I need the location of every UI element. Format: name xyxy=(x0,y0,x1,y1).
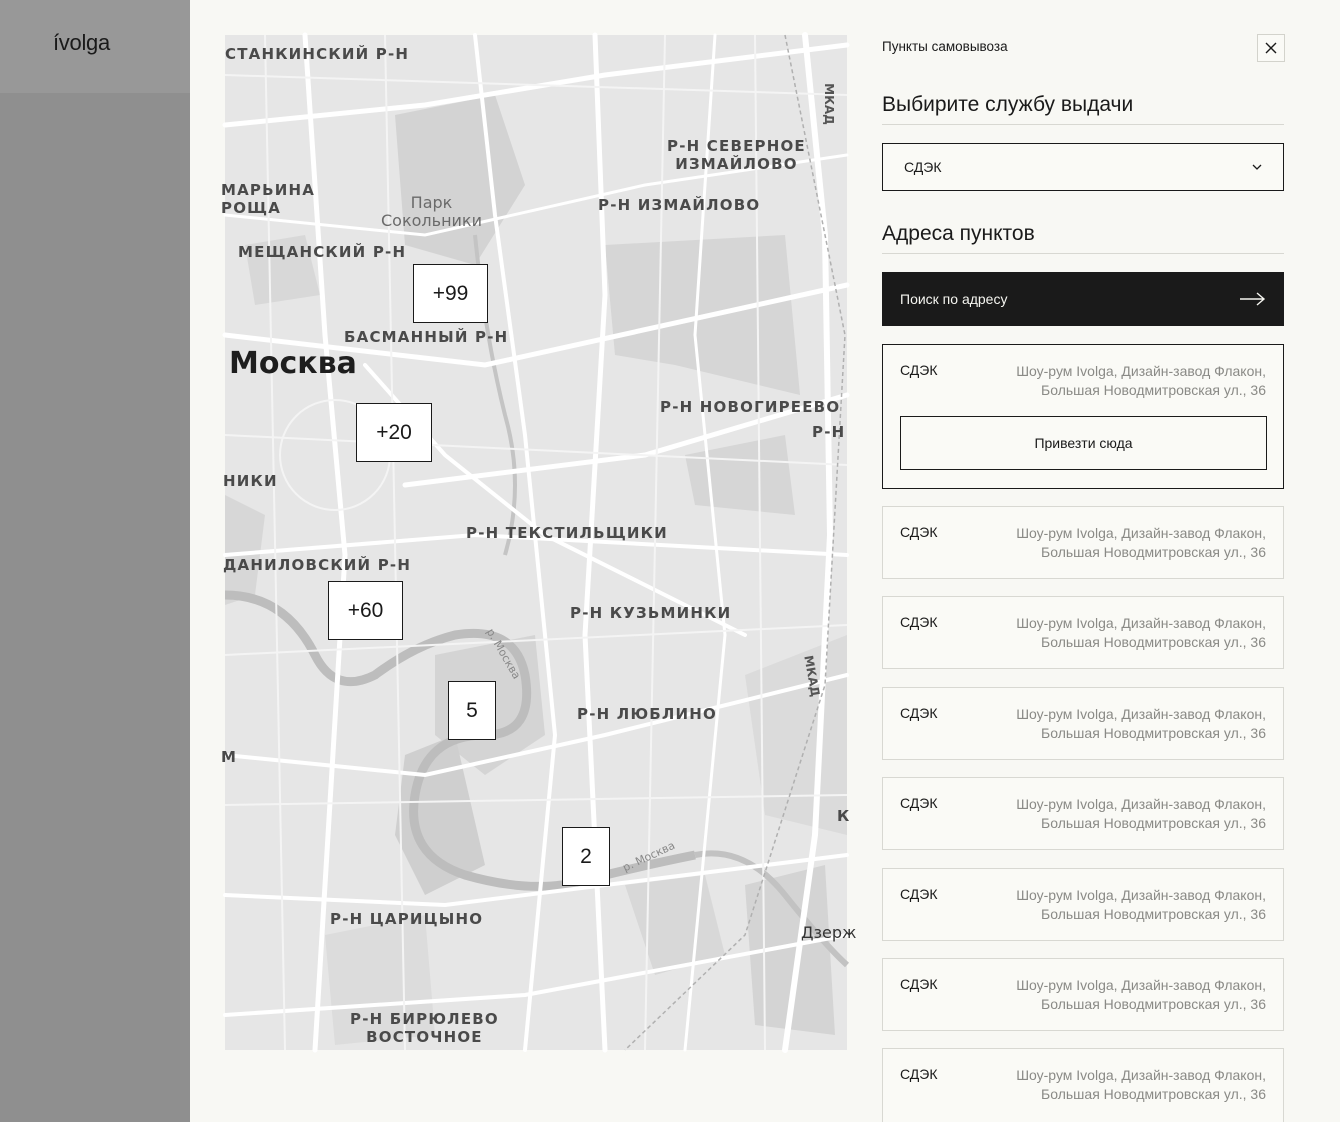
map-label: Р-Н НОВОГИРЕЕВО xyxy=(660,398,841,416)
map-label: МКАД xyxy=(821,83,836,125)
map-label: р. Москва xyxy=(483,626,524,682)
service-select-value: СДЭК xyxy=(904,159,942,175)
map-label: М xyxy=(221,748,238,766)
map-cluster-marker[interactable]: +20 xyxy=(356,403,432,462)
close-button[interactable] xyxy=(1257,34,1285,62)
map-cluster-marker[interactable]: +99 xyxy=(413,264,488,323)
map-label: ДАНИЛОВСКИЙ Р-Н xyxy=(223,556,412,574)
pickup-point-card[interactable] xyxy=(882,1048,1284,1122)
pickup-point-card[interactable] xyxy=(882,687,1284,760)
map-cluster-marker[interactable]: 5 xyxy=(448,681,496,740)
map-label: НИКИ xyxy=(223,472,278,490)
map-label: СТАНКИНСКИЙ Р-Н xyxy=(225,45,410,63)
site-header xyxy=(0,0,190,93)
pickup-point-card[interactable] xyxy=(882,506,1284,579)
point-service: СДЭК xyxy=(900,1066,938,1082)
pickup-modal xyxy=(190,0,1340,1122)
pickup-point-card[interactable] xyxy=(882,596,1284,669)
point-service: СДЭК xyxy=(900,524,938,540)
map-label: К xyxy=(837,807,851,825)
map-base xyxy=(225,35,847,1050)
point-service: СДЭК xyxy=(900,976,938,992)
point-service: СДЭК xyxy=(900,614,938,630)
pickup-point-card[interactable] xyxy=(882,958,1284,1031)
map-label: Дзерж xyxy=(801,923,857,942)
map-label: Р-Н xyxy=(812,423,846,441)
map-label: МАРЬИНА РОЩА xyxy=(221,181,316,217)
panel-header: Пункты самовывоза xyxy=(882,39,1008,54)
address-search-input[interactable] xyxy=(882,272,1284,326)
point-address: Шоу-рум Ivolga, Дизайн-завод Флакон, Большая Новодмитровская ул., 36 xyxy=(1016,525,1266,560)
pickup-point-card[interactable] xyxy=(882,777,1284,850)
map-label: Р-Н БИРЮЛЕВО ВОСТОЧНОЕ xyxy=(350,1010,499,1046)
map-label: БАСМАННЫЙ Р-Н xyxy=(344,328,509,346)
map-label: Парк Сокольники xyxy=(381,193,482,230)
deliver-here-button[interactable]: Привезти сюда xyxy=(900,416,1267,470)
map-label: р. Москва xyxy=(620,838,678,875)
map-label: Р-Н ИЗМАЙЛОВО xyxy=(598,196,761,214)
chevron-down-icon xyxy=(1252,164,1262,170)
point-address: Шоу-рум Ivolga, Дизайн-завод Флакон, Большая Новодмитровская ул., 36 xyxy=(1016,1067,1266,1102)
map-label: Р-Н СЕВЕРНОЕ ИЗМАЙЛОВО xyxy=(667,137,806,173)
point-service: СДЭК xyxy=(900,705,938,721)
point-service: СДЭК xyxy=(900,362,938,378)
point-address: Шоу-рум Ivolga, Дизайн-завод Флакон, Большая Новодмитровская ул., 36 xyxy=(1016,706,1266,741)
point-service: СДЭК xyxy=(900,795,938,811)
arrow-right-icon[interactable] xyxy=(1240,292,1266,306)
map-label: Р-Н ТЕКСТИЛЬЩИКИ xyxy=(466,524,668,542)
map-label: МЕЩАНСКИЙ Р-Н xyxy=(238,243,407,261)
point-service: СДЭК xyxy=(900,886,938,902)
map-cluster-marker[interactable]: 2 xyxy=(562,827,610,886)
point-address: Шоу-рум Ivolga, Дизайн-завод Флакон, Большая Новодмитровская ул., 36 xyxy=(1016,615,1266,650)
map-city-label: Москва xyxy=(229,346,357,381)
point-address: Шоу-рум Ivolga, Дизайн-завод Флакон, Большая Новодмитровская ул., 36 xyxy=(1016,977,1266,1012)
address-section-title: Адреса пунктов xyxy=(882,222,1284,254)
page-overlay[interactable] xyxy=(0,0,190,1122)
service-select[interactable] xyxy=(882,143,1284,191)
search-placeholder: Поиск по адресу xyxy=(900,291,1008,307)
map-label: Р-Н ЛЮБЛИНО xyxy=(577,705,718,723)
pickup-point-card[interactable] xyxy=(882,344,1284,489)
pickup-map[interactable] xyxy=(221,35,857,1050)
map-cluster-marker[interactable]: +60 xyxy=(328,581,403,640)
point-address: Шоу-рум Ivolga, Дизайн-завод Флакон, Большая Новодмитровская ул., 36 xyxy=(1016,363,1266,398)
close-icon xyxy=(1265,42,1277,54)
map-label: Р-Н ЦАРИЦЫНО xyxy=(330,910,484,928)
map-label: МКАД xyxy=(801,654,823,698)
service-section-title: Выбирите службу выдачи xyxy=(882,93,1284,125)
pickup-point-card[interactable] xyxy=(882,868,1284,941)
point-address: Шоу-рум Ivolga, Дизайн-завод Флакон, Большая Новодмитровская ул., 36 xyxy=(1016,796,1266,831)
map-label: Р-Н КУЗЬМИНКИ xyxy=(570,604,732,622)
brand-logo[interactable]: ívolga xyxy=(53,30,110,55)
point-address: Шоу-рум Ivolga, Дизайн-завод Флакон, Большая Новодмитровская ул., 36 xyxy=(1016,887,1266,922)
